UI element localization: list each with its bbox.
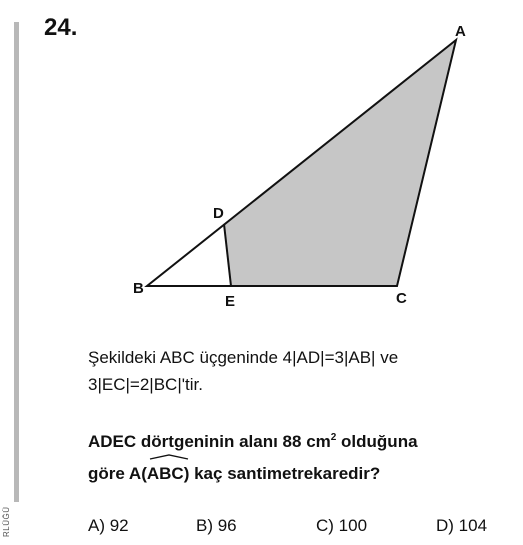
vertex-label-a: A bbox=[455, 23, 466, 40]
statement-line-2: 3|EC|=2|BC|'tir. bbox=[88, 375, 203, 394]
statement-line-1: Şekildeki ABC üçgeninde 4|AD|=3|AB| ve bbox=[88, 348, 399, 367]
question-line-2 bbox=[88, 458, 513, 490]
answer-d[interactable]: D) 104 bbox=[436, 516, 488, 535]
question-line-2-end: ) kaç santimetrekaredir? bbox=[183, 464, 381, 483]
shaded-quadrilateral-adec bbox=[224, 40, 456, 286]
answer-b[interactable]: B) 96 bbox=[196, 516, 237, 535]
answer-c[interactable]: C) 100 bbox=[316, 516, 368, 535]
vertex-label-e: E bbox=[225, 293, 236, 310]
triangle-notation-text: ABC bbox=[146, 464, 184, 483]
hat-mark-icon bbox=[149, 454, 189, 460]
side-footer-text: RLÜĞÜ bbox=[2, 506, 11, 538]
vertex-label-c: C bbox=[396, 290, 407, 307]
vertex-label-b: B bbox=[133, 280, 144, 297]
problem-statement bbox=[88, 344, 513, 398]
question-line-2-start: göre A( bbox=[88, 464, 147, 483]
unit-exponent: 2 bbox=[330, 432, 337, 443]
question-line-1-text: ADEC dörtgeninin alanı 88 cm bbox=[88, 432, 331, 451]
question-line-1 bbox=[88, 422, 513, 458]
question-text bbox=[88, 422, 513, 490]
answer-choices bbox=[0, 516, 523, 540]
triangle-notation bbox=[147, 458, 184, 490]
answer-a[interactable]: A) 92 bbox=[88, 516, 129, 535]
vertex-label-d: D bbox=[213, 205, 224, 222]
question-line-1-end: olduğuna bbox=[336, 432, 418, 451]
question-number: 24. bbox=[44, 14, 78, 41]
